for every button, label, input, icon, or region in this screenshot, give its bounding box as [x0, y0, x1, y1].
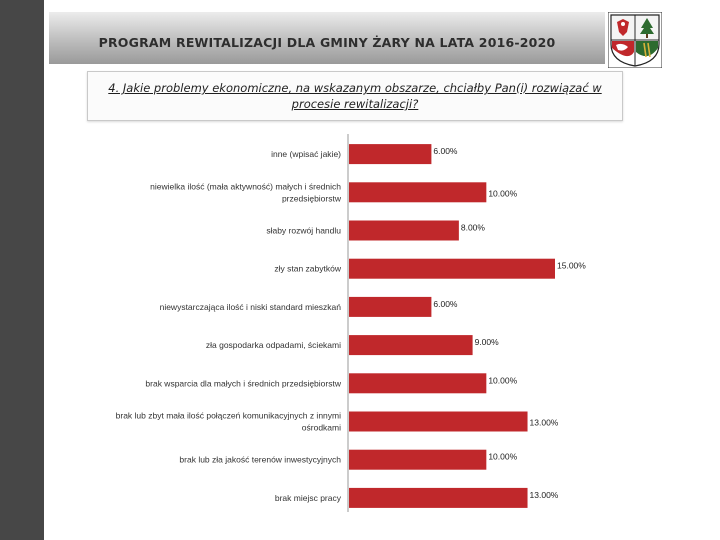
category-label-line: zły stan zabytków	[274, 263, 341, 274]
bar	[349, 221, 459, 241]
bar	[349, 412, 528, 432]
bar	[349, 373, 486, 393]
category-label	[274, 264, 341, 274]
category-label	[145, 378, 341, 388]
value-label: 6.00%	[433, 298, 458, 309]
bar	[349, 450, 486, 470]
value-label: 10.00%	[488, 375, 518, 386]
category-label	[266, 226, 341, 236]
category-label-line: przedsiębiorstw	[281, 193, 341, 204]
bar	[349, 488, 528, 508]
value-label: 15.00%	[557, 260, 586, 271]
category-label-line: zła gospodarka odpadami, ściekami	[205, 340, 341, 351]
value-label: 9.00%	[474, 337, 499, 348]
category-label-line: brak miejsc pracy	[274, 492, 341, 503]
bars-layer	[116, 144, 587, 508]
category-label	[275, 493, 342, 503]
category-label-line: niewystarczająca ilość i niski standard mieszkań	[159, 301, 341, 312]
value-label: 13.00%	[529, 417, 559, 428]
category-label	[179, 455, 341, 465]
bar	[349, 182, 486, 202]
category-label	[150, 181, 342, 203]
category-label-line: ośrodkami	[301, 422, 341, 433]
category-label	[116, 411, 341, 433]
category-label-line: brak lub zbyt mała ilość połączeń komunikacyjnych z innymi	[115, 410, 341, 421]
category-label	[160, 302, 342, 312]
header-title: PROGRAM REWITALIZACJI DLA GMINY ŻARY NA LATA 2016-2020	[98, 34, 556, 50]
bar	[349, 335, 473, 355]
category-label-line: brak wsparcia dla małych i średnich przedsiębiorstw	[145, 378, 341, 389]
question-text: 4. Jakie problemy ekonomiczne, na wskazanym obszarze, chciałby Pan(i) rozwiązać w procesie rewitalizacji?	[108, 81, 602, 111]
value-label: 13.00%	[529, 489, 559, 500]
category-label-line: niewielka ilość (mała aktywność) małych i średnich	[150, 181, 341, 192]
category-label	[271, 149, 341, 159]
bar	[349, 144, 431, 164]
category-label-line: słaby rozwój handlu	[266, 225, 341, 236]
value-label: 10.00%	[488, 188, 518, 199]
value-label: 10.00%	[488, 451, 518, 462]
category-label-line: brak lub zła jakość terenów inwestycyjnych	[179, 454, 341, 465]
category-label	[206, 340, 341, 350]
bar	[349, 297, 431, 317]
value-label: 8.00%	[460, 222, 485, 233]
value-label: 6.00%	[433, 146, 458, 157]
bar	[349, 259, 555, 279]
category-label-line: inne (wpisać jakie)	[271, 149, 341, 160]
